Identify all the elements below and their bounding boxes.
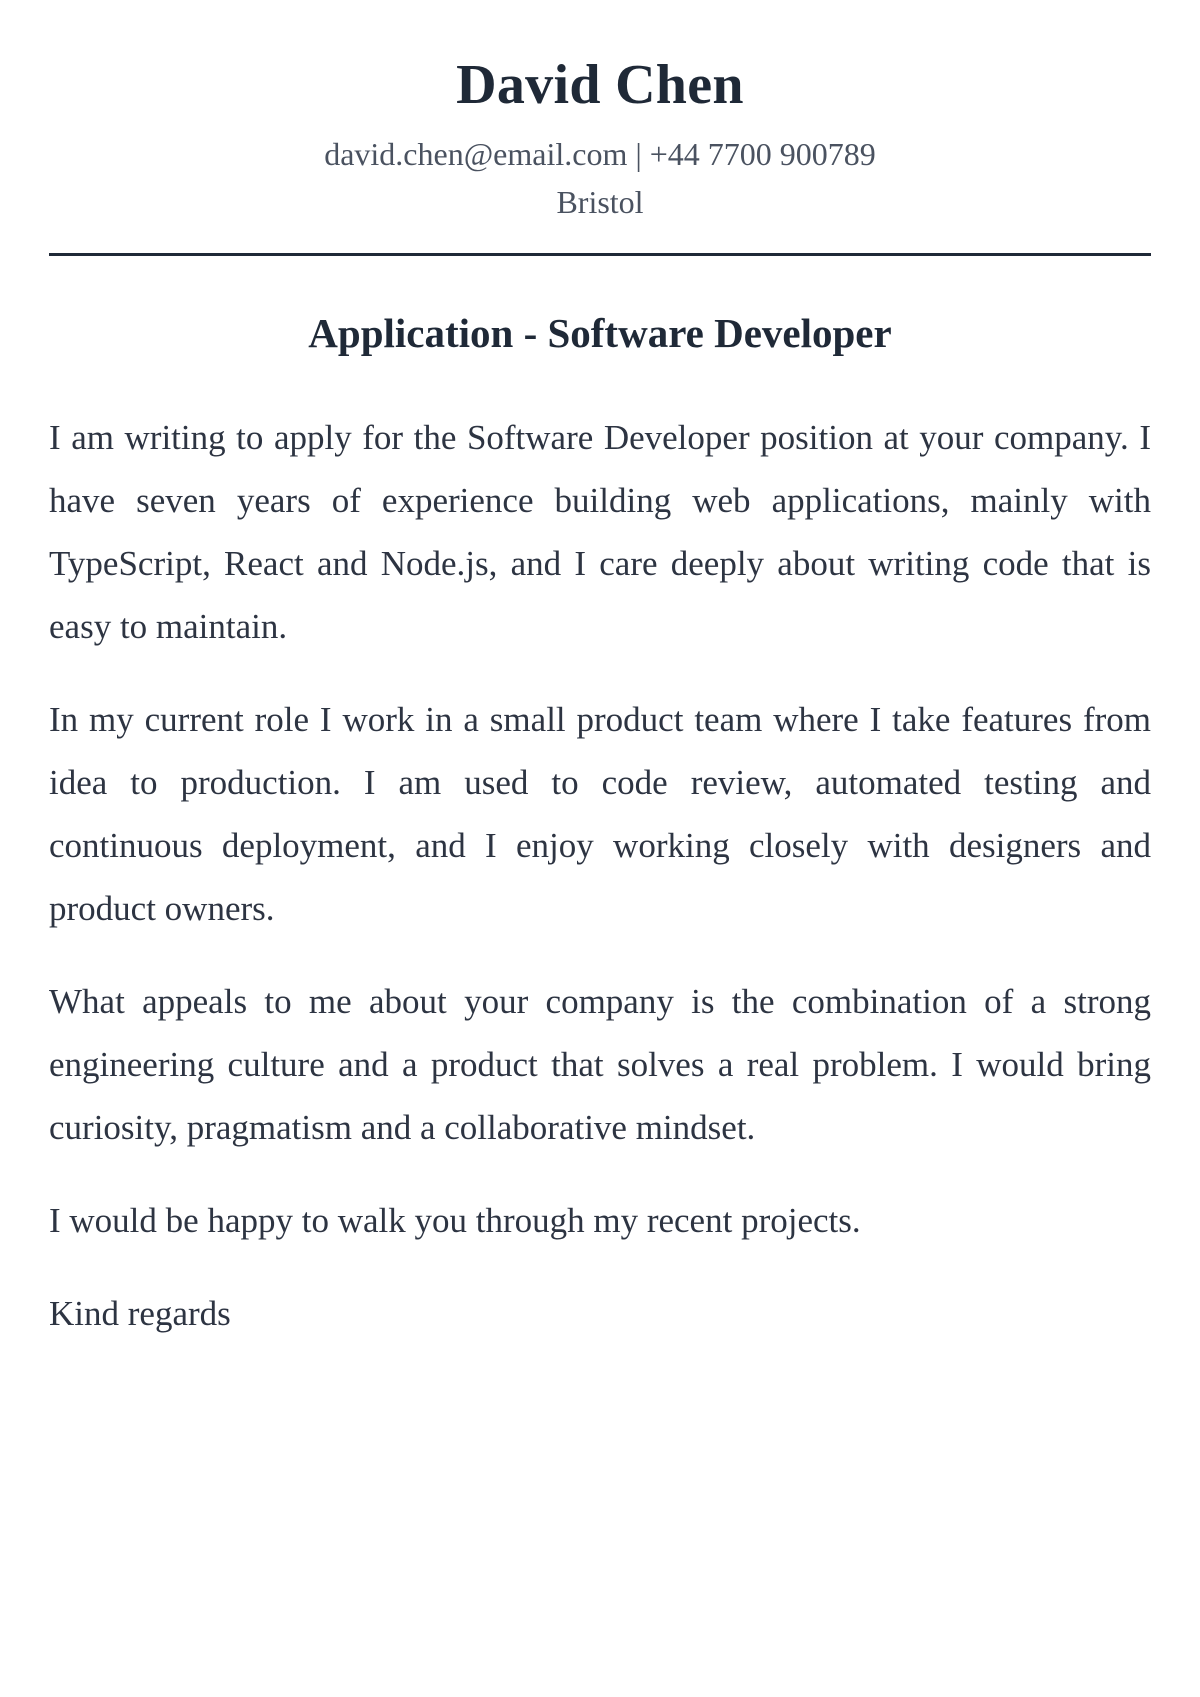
- paragraph-call-to-action: I would be happy to walk you through my recent projects.: [49, 1201, 861, 1240]
- closing: Kind regards: [49, 1294, 231, 1333]
- location: Bristol: [556, 184, 644, 220]
- paragraph-current-role: In my current role I work in a small product team where I take features from idea to production. I am used to code review, automated testing and continuous deployment, and I enjoy working closely with designers and product owners.: [49, 700, 1151, 928]
- paragraph-intro: I am writing to apply for the Software Developer position at your company. I have seven years of experience building web applications, mainly with TypeScript, React and Node.js, and I care deeply about writing code that is easy to maintain.: [49, 418, 1151, 646]
- contact-details: david.chen@email.com | +44 7700 900789: [324, 136, 876, 172]
- applicant-name: David Chen: [456, 54, 744, 116]
- header-divider: [49, 253, 1151, 256]
- letter-body: [49, 406, 1151, 1345]
- letter-header: [49, 0, 1151, 226]
- paragraph-motivation: What appeals to me about your company is the combination of a strong engineering culture and a product that solves a real problem. I would bring curiosity, pragmatism and a collaborative mindset.: [49, 982, 1151, 1147]
- letter-subject: Application - Software Developer: [308, 310, 892, 356]
